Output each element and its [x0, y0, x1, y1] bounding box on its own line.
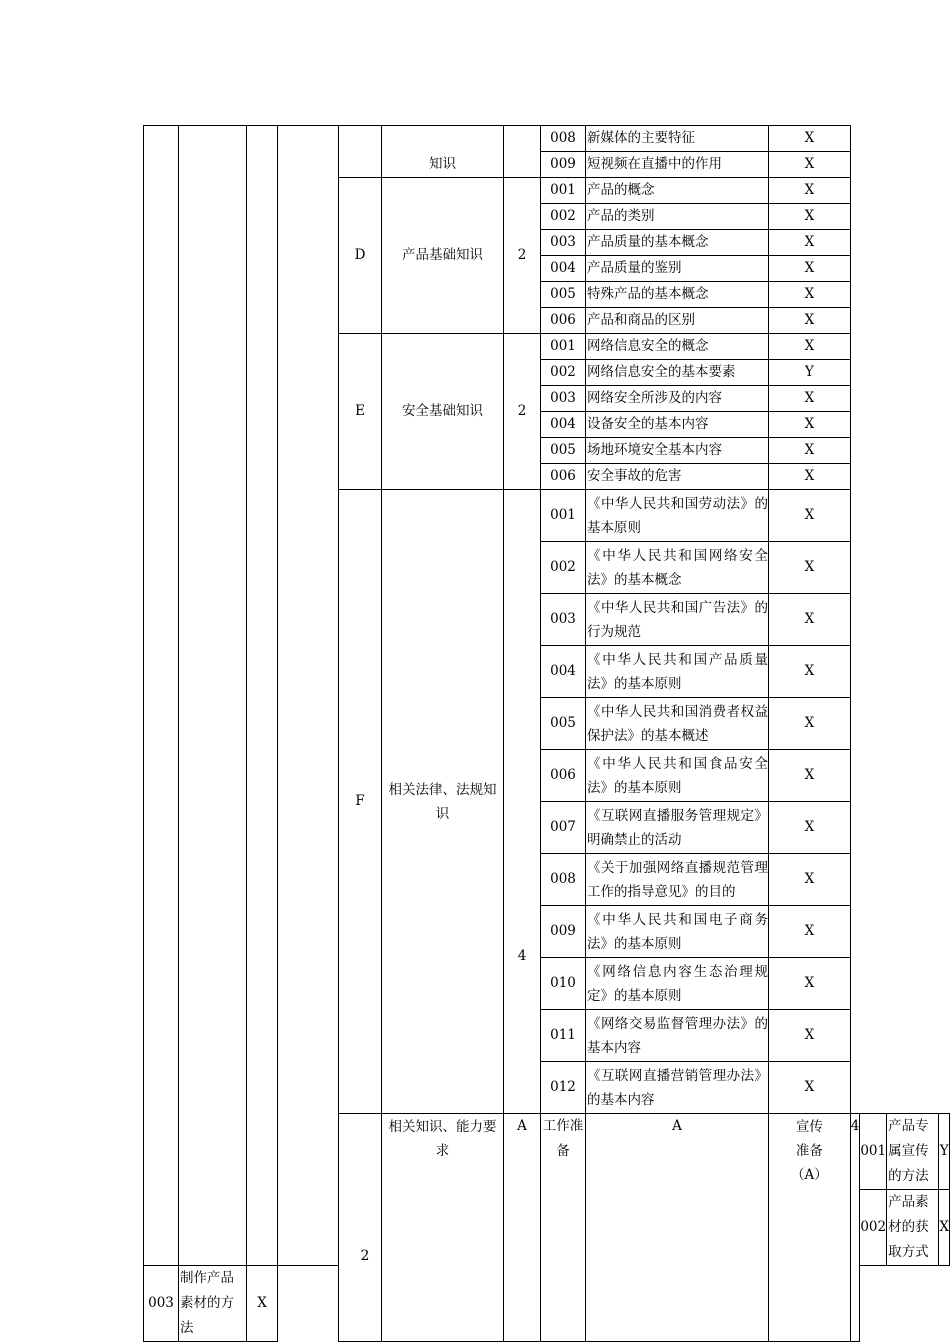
- item-content: 产品质量的鉴别: [586, 256, 769, 282]
- item-mark: X: [769, 334, 851, 360]
- item-content: 产品质量的基本概念: [586, 230, 769, 256]
- item-content: 新媒体的主要特征: [586, 126, 769, 152]
- group-e-weight: 2: [504, 334, 541, 490]
- item-code: 003: [541, 230, 586, 256]
- item-mark: X: [769, 308, 851, 334]
- item-mark: X: [769, 1062, 851, 1114]
- item-mark: X: [769, 282, 851, 308]
- item-content: 特殊产品的基本概念: [586, 282, 769, 308]
- item-mark: Y: [769, 360, 851, 386]
- item-code: 006: [541, 308, 586, 334]
- group-d-letter: D: [339, 178, 382, 334]
- item-content: 制作产品素材的方法: [179, 1266, 247, 1342]
- item-code: 003: [541, 594, 586, 646]
- item-content: 产品和商品的区别: [586, 308, 769, 334]
- section-blank-cell: [339, 1114, 382, 1342]
- item-code: 003: [541, 386, 586, 412]
- item-mark: X: [939, 1190, 950, 1266]
- item-code: 002: [541, 542, 586, 594]
- table-row: [144, 126, 950, 152]
- item-code: 001: [860, 1114, 887, 1190]
- item-content: 《互联网直播营销管理办法》的基本内容: [586, 1062, 769, 1114]
- item-code: 004: [541, 256, 586, 282]
- item-code: 001: [541, 334, 586, 360]
- item-content: 产品的类别: [586, 204, 769, 230]
- item-content: 设备安全的基本内容: [586, 412, 769, 438]
- item-content: 场地环境安全基本内容: [586, 438, 769, 464]
- item-content: 《中华人民共和国消费者权益保护法》的基本概述: [586, 698, 769, 750]
- unit-name: 工作准备: [541, 1114, 586, 1342]
- item-code: 006: [541, 464, 586, 490]
- page-number: 2: [360, 1248, 370, 1264]
- item-content: 《关于加强网络直播规范管理工作的指导意见》的目的: [586, 854, 769, 906]
- item-mark: X: [769, 854, 851, 906]
- sub-unit-weight: 4: [850, 1114, 860, 1342]
- group-d-weight: 2: [504, 178, 541, 334]
- item-code: 007: [541, 802, 586, 854]
- item-code: 005: [541, 698, 586, 750]
- item-mark: X: [769, 958, 851, 1010]
- item-code: 010: [541, 958, 586, 1010]
- col4-cell: [278, 126, 339, 1266]
- item-content: 《网络信息内容生态治理规定》的基本原则: [586, 958, 769, 1010]
- item-code: 011: [541, 1010, 586, 1062]
- item-mark: X: [769, 750, 851, 802]
- item-code: 001: [541, 490, 586, 542]
- item-code: 002: [860, 1190, 887, 1266]
- item-content: 《中华人民共和国网络安全法》的基本概念: [586, 542, 769, 594]
- item-mark: X: [769, 256, 851, 282]
- item-mark: X: [769, 698, 851, 750]
- item-content: 《中华人民共和国劳动法》的基本原则: [586, 490, 769, 542]
- item-mark: X: [769, 230, 851, 256]
- item-content: 《互联网直播服务管理规定》明确禁止的活动: [586, 802, 769, 854]
- item-mark: X: [769, 412, 851, 438]
- group-c-weight: [504, 126, 541, 178]
- item-code: 009: [541, 152, 586, 178]
- group-c-letter: [339, 126, 382, 178]
- item-mark: X: [769, 178, 851, 204]
- group-e-name: 安全基础知识: [382, 334, 504, 490]
- group-c-name: 知识: [382, 126, 504, 178]
- item-content: 网络信息安全的概念: [586, 334, 769, 360]
- item-code: 002: [541, 204, 586, 230]
- item-mark: X: [769, 126, 851, 152]
- group-f-name: 相关法律、法规知识: [382, 490, 504, 1114]
- item-mark: X: [769, 906, 851, 958]
- item-content: 《中华人民共和国广告法》的行为规范: [586, 594, 769, 646]
- item-mark: X: [247, 1266, 278, 1342]
- item-code: 008: [541, 126, 586, 152]
- col1-cell: [144, 126, 179, 1266]
- item-code: 004: [541, 646, 586, 698]
- item-mark: Y: [939, 1114, 950, 1190]
- item-mark: X: [769, 438, 851, 464]
- item-mark: X: [769, 152, 851, 178]
- item-content: 网络安全所涉及的内容: [586, 386, 769, 412]
- group-d-name: 产品基础知识: [382, 178, 504, 334]
- item-code: 006: [541, 750, 586, 802]
- item-code: 004: [541, 412, 586, 438]
- group-f-letter: F: [339, 490, 382, 1114]
- group-f-weight: 4: [504, 490, 541, 1114]
- item-content: 产品素材的获取方式: [887, 1190, 939, 1266]
- item-content: 《中华人民共和国电子商务法》的基本原则: [586, 906, 769, 958]
- item-code: 002: [541, 360, 586, 386]
- group-e-letter: E: [339, 334, 382, 490]
- col3-cell: [247, 126, 278, 1266]
- unit-letter: A: [504, 1114, 541, 1342]
- item-code: 003: [144, 1266, 179, 1342]
- item-code: 009: [541, 906, 586, 958]
- item-mark: X: [769, 490, 851, 542]
- item-content: 《中华人民共和国食品安全法》的基本原则: [586, 750, 769, 802]
- item-mark: X: [769, 646, 851, 698]
- item-mark: X: [769, 802, 851, 854]
- sub-unit-name: 宣传准备（A）: [769, 1114, 851, 1342]
- item-content: 产品的概念: [586, 178, 769, 204]
- item-mark: X: [769, 594, 851, 646]
- item-code: 012: [541, 1062, 586, 1114]
- item-code: 008: [541, 854, 586, 906]
- item-mark: X: [769, 1010, 851, 1062]
- item-content: 短视频在直播中的作用: [586, 152, 769, 178]
- item-content: 《中华人民共和国产品质量法》的基本原则: [586, 646, 769, 698]
- item-code: 005: [541, 438, 586, 464]
- item-mark: X: [769, 464, 851, 490]
- item-content: 网络信息安全的基本要素: [586, 360, 769, 386]
- knowledge-table: [143, 125, 950, 1342]
- item-code: 001: [541, 178, 586, 204]
- item-code: 005: [541, 282, 586, 308]
- item-content: 《网络交易监督管理办法》的基本内容: [586, 1010, 769, 1062]
- item-mark: X: [769, 204, 851, 230]
- item-mark: X: [769, 386, 851, 412]
- sub-unit-letter: A: [586, 1114, 769, 1342]
- requirement-label: 相关知识、能力要求: [382, 1114, 504, 1342]
- item-content: 产品专属宣传的方法: [887, 1114, 939, 1190]
- item-content: 安全事故的危害: [586, 464, 769, 490]
- col2-cell: [179, 126, 247, 1266]
- item-mark: X: [769, 542, 851, 594]
